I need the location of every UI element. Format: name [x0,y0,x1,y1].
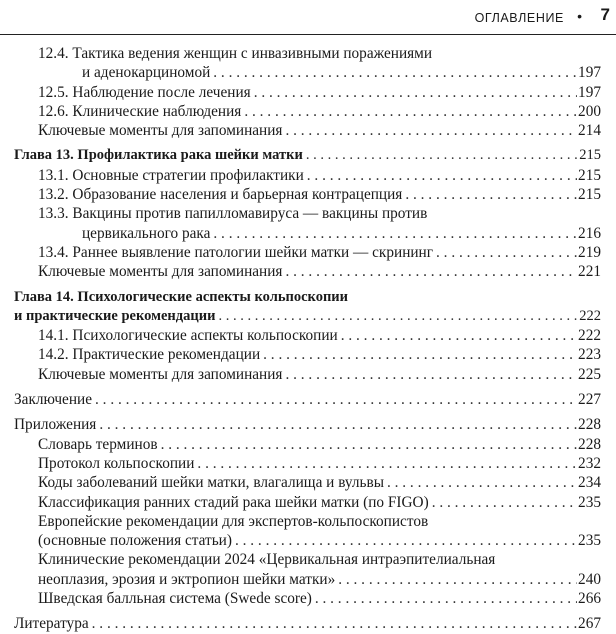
toc-entry-13-1[interactable] [0,166,616,185]
toc-chapter-14[interactable] [0,288,616,327]
toc-entry-key-points-12[interactable] [0,121,616,140]
toc-page-ref: 216 [578,224,601,242]
dot-leader [161,435,577,454]
toc-entry-12-4[interactable] [0,44,616,83]
dot-leader [197,454,577,473]
toc-entry-text: 13.1. Основные стратегии профилактики [38,166,304,184]
toc-page-ref: 228 [578,416,601,434]
toc-page-ref: 225 [578,365,601,383]
dot-leader [307,166,577,185]
toc-entry-text: Ключевые моменты для запоминания [38,122,283,140]
dot-leader [315,589,577,608]
dot-leader [306,146,578,165]
toc-page-ref: 227 [578,391,601,409]
toc-entry-figo[interactable] [0,493,616,512]
toc-entry-text: 12.6. Клинические наблюдения [38,102,242,120]
dot-leader [254,83,577,102]
dot-leader [244,102,577,121]
toc-page-ref: 215 [579,147,601,164]
toc-entry-text: Ключевые моменты для запоминания [38,263,283,281]
toc-page-ref: 232 [578,454,601,472]
toc-entry-12-5[interactable] [0,83,616,102]
toc-page-ref: 234 [578,474,601,492]
toc-entry-text: 13.3. Вакцины против папилломавируса — вакцины против [38,205,428,223]
toc-chapter-title: Глава 13. Профилактика рака шейки матки [14,147,303,164]
toc-page-ref: 240 [578,570,601,588]
toc-page-ref: 266 [578,590,601,608]
toc-entry-14-2[interactable] [0,345,616,364]
toc-chapter-13[interactable] [0,146,616,165]
dot-leader [218,307,578,326]
toc-page-ref: 221 [578,263,601,281]
toc-page-ref: 200 [578,102,601,120]
toc-entry-key-points-13[interactable] [0,262,616,281]
dot-leader [285,365,577,384]
toc-entry-text: (основные положения статьи) [38,532,232,550]
running-head-title: ОГЛАВЛЕНИЕ [474,11,564,25]
bullet-icon: • [577,8,582,24]
running-head [0,0,616,35]
dot-leader [338,570,577,589]
toc-entry-text: Европейские рекомендации для экспертов-кольпоскопистов [38,512,429,530]
dot-leader [213,224,577,243]
toc-page-ref: 215 [578,186,601,204]
toc-entry-text: Ключевые моменты для запоминания [38,365,283,383]
toc-entry-13-2[interactable] [0,185,616,204]
toc-page-ref: 215 [578,166,601,184]
toc-entry-text: 13.2. Образование населения и барьерная контрацепция [38,186,403,204]
toc-entry-text: 14.1. Психологические аспекты кольпоскопии [38,327,338,345]
toc-page-ref: 197 [578,64,601,82]
toc-entry-text: Протокол кольпоскопии [38,454,195,472]
toc-entry-text: Шведская балльная система (Swede score) [38,590,312,608]
toc-entry-text: 12.4. Тактика ведения женщин с инвазивными поражениями [38,45,433,62]
toc-entry-12-6[interactable] [0,102,616,121]
toc-entry-swede-score[interactable] [0,589,616,608]
toc-entry-protocol[interactable] [0,454,616,473]
toc-entry-text: Клинические рекомендации 2024 «Цервикальная интраэпителиальная [38,551,496,569]
toc-entry-13-4[interactable] [0,243,616,262]
toc-page-ref: 228 [578,435,601,453]
toc-entry-text: Классификация ранних стадий рака шейки матки (по FIGO) [38,493,429,511]
toc-entry-text: 13.4. Раннее выявление патологии шейки матки — скрининг [38,243,434,261]
toc-entry-14-1[interactable] [0,326,616,345]
toc-appendices[interactable] [0,415,616,434]
toc-page-ref: 267 [578,615,601,633]
toc-entry-disease-codes[interactable] [0,473,616,492]
dot-leader [387,473,577,492]
toc-entry-glossary[interactable] [0,435,616,454]
dot-leader [263,345,577,364]
toc-entry-text: и аденокарциномой [82,64,211,82]
toc-page-ref: 197 [578,83,601,101]
dot-leader [213,63,577,82]
dot-leader [285,262,577,281]
dot-leader [285,121,577,140]
toc-entry-clinical-recommendations[interactable] [0,550,616,589]
toc-entry-text: Заключение [14,391,93,409]
toc-entry-text: цервикального рака [82,224,211,242]
dot-leader [432,493,577,512]
dot-leader [341,326,577,345]
dot-leader [95,390,577,409]
toc-entry-text: Словарь терминов [38,435,158,453]
toc-page-ref: 235 [578,493,601,511]
toc-entry-key-points-14[interactable] [0,365,616,384]
toc-literature[interactable] [0,614,616,633]
toc-page-ref: 235 [578,532,601,550]
toc-entry-text: неоплазия, эрозия и эктропион шейки матки» [38,570,336,588]
toc-entry-european-recommendations[interactable] [0,512,616,551]
toc-entry-text: 14.2. Практические рекомендации [38,346,261,364]
dot-leader [235,531,577,550]
toc-page-ref: 214 [578,122,601,140]
dot-leader [92,614,577,633]
toc-entry-text: Литература [14,615,89,633]
dot-leader [99,415,577,434]
toc-page-ref: 222 [578,327,601,345]
toc-entry-text: Приложения [14,416,97,434]
toc-page-ref: 219 [578,243,601,261]
toc-conclusion[interactable] [0,390,616,409]
toc-chapter-title: Глава 14. Психологические аспекты кольпоскопии [14,288,349,305]
toc-entry-text: 12.5. Наблюдение после лечения [38,83,251,101]
toc-entry-text: Коды заболеваний шейки матки, влагалища и вульвы [38,474,384,492]
toc-chapter-title: и практические рекомендации [14,307,216,324]
page-number: 7 [600,5,610,24]
toc-page-ref: 223 [578,346,601,364]
table-of-contents [0,44,616,634]
dot-leader [436,243,577,262]
dot-leader [405,185,577,204]
toc-entry-13-3[interactable] [0,204,616,243]
toc-page-ref: 222 [579,307,601,324]
